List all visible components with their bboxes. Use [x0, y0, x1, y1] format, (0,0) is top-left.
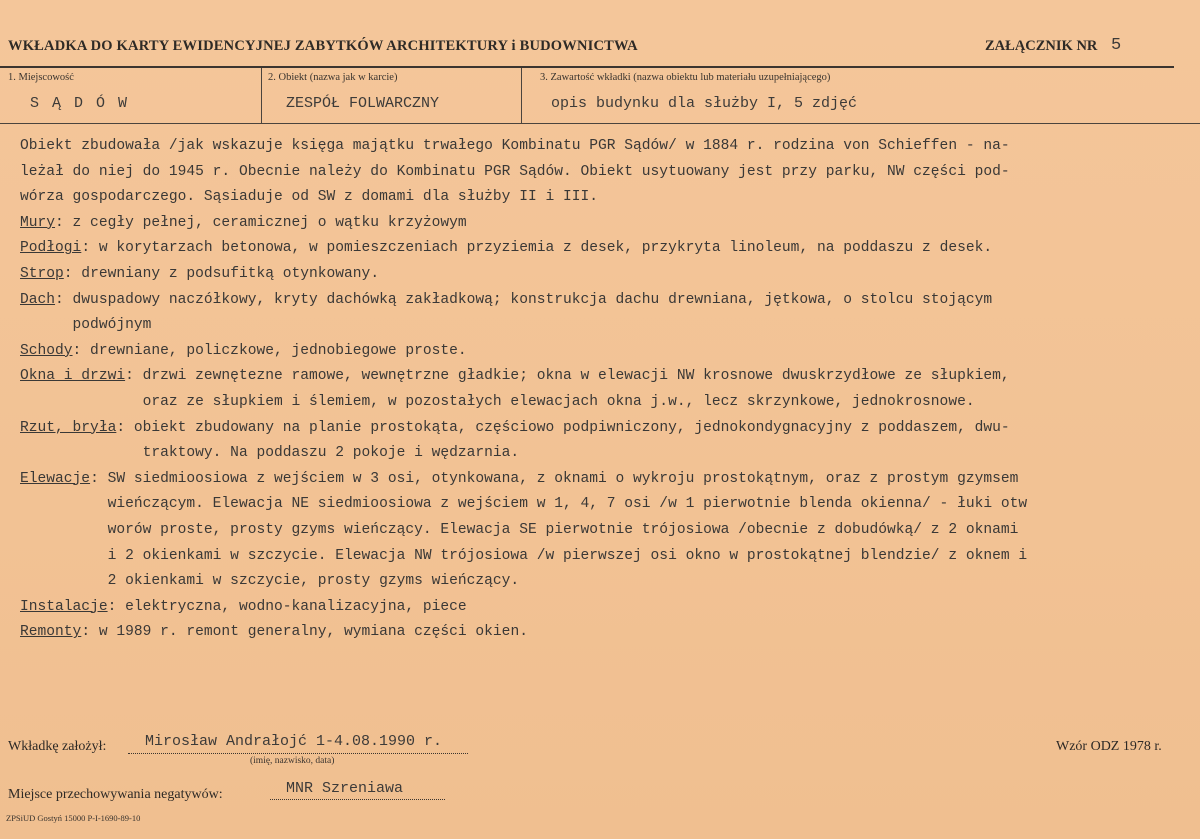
founder-label: Wkładkę założył: [8, 739, 107, 754]
card-title: WKŁADKA DO KARTY EWIDENCYJNEJ ZABYTKÓW ARCHITEKTURY i BUDOWNICTWA [8, 38, 638, 54]
section-text: : z cegły pełnej, ceramicznej o wątku krzyżowym [55, 214, 467, 231]
description-body [20, 134, 1195, 646]
attachment-number: 5 [1111, 36, 1122, 55]
section-roof-cont: podwójnym [20, 317, 152, 334]
section-roof [20, 288, 1195, 314]
locality-label: 1. Miejscowość [8, 72, 74, 83]
section-label: Rzut, bryła [20, 419, 117, 436]
section-label: Mury [20, 214, 56, 231]
section-text: : elektryczna, wodno-kanalizacyjna, piece [107, 598, 467, 615]
section-label: Elewacje [20, 470, 91, 487]
section-text: : drzwi zewnętezne ramowe, wewnętrzne gładkie; okna w elewacji NW krosnowe dwuskrzydłowe ze słupkiem, [125, 368, 1010, 385]
section-elevations-cont: 2 okienkami w szczycie, prosty gzyms wieńczący. [20, 573, 520, 590]
section-stairs [20, 339, 1195, 365]
section-text: : drewniane, policzkowe, jednobiegowe proste. [72, 342, 467, 359]
founder-dotted-line [128, 752, 468, 754]
section-ceiling [20, 262, 1195, 288]
section-installations [20, 595, 1195, 621]
section-label: Instalacje [20, 598, 108, 615]
object-value: ZESPÓŁ FOLWARCZNY [286, 95, 440, 112]
fields-bottom-rule [0, 123, 1200, 124]
object-label: 2. Obiekt (nazwa jak w karcie) [268, 72, 398, 83]
section-text: : w korytarzach betonowa, w pomieszczeniach przyziemia z desek, przykryta linoleum, na poddaszu z desek. [81, 240, 993, 257]
print-note: ZPSiUD Gostyń 15000 P-I-1690-89-10 [6, 813, 141, 823]
section-label: Podłogi [20, 240, 82, 257]
founder-value: Mirosław Andrałojć 1-4.08.1990 r. [145, 733, 443, 750]
field-divider-2 [521, 68, 522, 123]
section-elevations-cont: wieńczącym. Elewacja NE siedmioosiowa z wejściem w 1, 4, 7 osi /w 1 pierwotnie blenda okienna/ - łuki otw [20, 496, 1028, 513]
content-value: opis budynku dla służby I, 5 zdjęć [551, 95, 858, 112]
founder-note: (imię, nazwisko, data) [250, 756, 335, 766]
section-label: Remonty [20, 624, 82, 641]
section-label: Dach [20, 291, 56, 308]
section-text: : dwuspadowy naczółkowy, kryty dachówką zakładkową; konstrukcja dachu drewniana, jętkowa, o stolcu stojącym [55, 291, 993, 308]
section-text: : SW siedmioosiowa z wejściem w 3 osi, otynkowana, z oknami o wykroju prostokątnym, oraz z prostym gzymsem [90, 470, 1019, 487]
section-windows-doors-cont: oraz ze słupkiem i ślemiem, w pozostałych elewacjach okna j.w., lecz skrzynkowe, jednokrosnowe. [20, 393, 975, 410]
section-text: : obiekt zbudowany na planie prostokąta, częściowo podpiwniczony, jednokondygnacyjny z poddaszem, dwu- [116, 419, 1010, 436]
negatives-label: Miejsce przechowywania negatywów: [8, 787, 223, 802]
section-plan [20, 416, 1195, 442]
negatives-dotted-line [270, 798, 445, 800]
field-divider-1 [261, 68, 262, 123]
section-label: Okna i drzwi [20, 368, 126, 385]
locality-value: S Ą D Ó W [30, 95, 130, 112]
content-label: 3. Zawartość wkładki (nazwa obiektu lub materiału uzupełniającego) [540, 72, 831, 83]
section-windows-doors [20, 364, 1195, 390]
header-rule [0, 66, 1174, 68]
intro-line: Obiekt zbudowała /jak wskazuje księga majątku trwałego Kombinatu PGR Sądów/ w 1884 r. rodzina von Schieffen - na- [20, 138, 1010, 154]
intro-line: wórza gospodarczego. Sąsiaduje od SW z domami dla służby II i III. [20, 189, 599, 206]
section-elevations-cont: i 2 okienkami w szczycie. Elewacja NW trójosiowa /w pierwszej osi okno w prostokątnej blendzie/ z oknem i [20, 547, 1028, 564]
section-text: : drewniany z podsufitką otynkowany. [63, 265, 380, 282]
section-label: Schody [20, 342, 73, 359]
negatives-value: MNR Szreniawa [286, 780, 404, 797]
section-elevations [20, 467, 1195, 493]
template-label: Wzór ODZ 1978 r. [1056, 739, 1162, 754]
section-plan-cont: traktowy. Na poddaszu 2 pokoje i wędzarnia. [20, 445, 520, 462]
section-walls [20, 211, 1195, 237]
section-label: Strop [20, 265, 64, 282]
intro-line: leżał do niej do 1945 r. Obecnie należy do Kombinatu PGR Sądów. Obiekt usytuowany jest przy parku, NW części pod- [20, 163, 1010, 180]
section-elevations-cont: worów proste, prosty gzyms wieńczący. Elewacja SE pierwotnie trójosiowa /obecnie z dobudówką/ z 2 oknami [20, 521, 1019, 538]
section-text: : w 1989 r. remont generalny, wymiana części okien. [81, 624, 528, 641]
section-renovations [20, 620, 1195, 646]
section-floors [20, 236, 1195, 262]
attachment-label: ZAŁĄCZNIK NR [985, 38, 1098, 54]
